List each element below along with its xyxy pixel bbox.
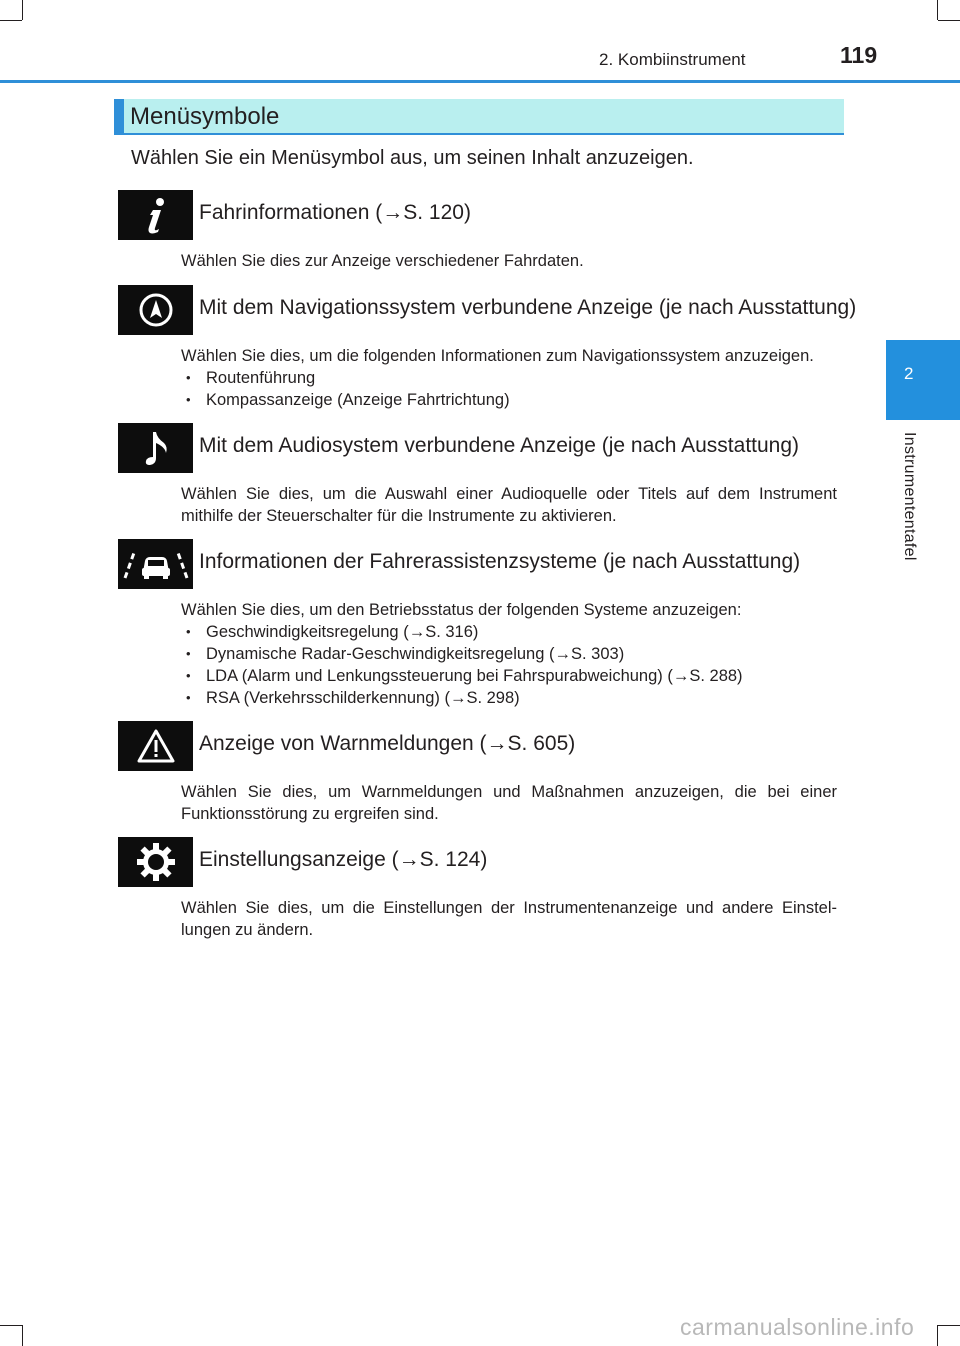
crop-mark — [937, 0, 938, 20]
bullet-item: • Dynamische Radar-Geschwindigkeitsregelung (→S. 303) — [181, 643, 837, 665]
warning-triangle-icon — [118, 721, 193, 771]
chapter-tab-label: Instrumententafel — [901, 432, 918, 561]
crop-mark — [938, 1325, 960, 1326]
item-description-text: Wählen Sie dies, um den Betriebsstatus der folgenden Systeme anzuzeigen: — [181, 601, 742, 619]
section-title-bar — [114, 99, 844, 135]
item-description — [181, 599, 837, 709]
info-icon — [118, 190, 193, 240]
header-rule — [0, 80, 960, 83]
bullet-item: • LDA (Alarm und Lenkungssteuerung bei Fahrspurabweichung) (→S. 288) — [181, 665, 837, 687]
item-description — [181, 250, 837, 272]
item-title: Mit dem Audiosystem verbundene Anzeige (je nach Ausstattung) — [199, 434, 800, 457]
bullet-item: • Geschwindigkeitsregelung (→S. 316) — [181, 621, 837, 643]
bullet-item: • RSA (Verkehrsschilderkennung) (→S. 298) — [181, 687, 837, 709]
item-description — [181, 345, 837, 411]
gear-icon — [118, 837, 193, 887]
navigation-icon — [118, 285, 193, 335]
crop-mark — [0, 20, 22, 21]
bullet-list — [181, 621, 837, 709]
crop-mark — [937, 1325, 938, 1346]
item-description — [181, 897, 837, 941]
crop-mark — [0, 1325, 22, 1326]
bullet-list — [181, 367, 837, 411]
item-description-text: Wählen Sie dies, um die folgenden Informationen zum Navigationssystem anzuzeigen. — [181, 347, 814, 365]
item-description-text: Wählen Sie dies, um die Auswahl einer Audioquelle oder Titels auf dem Instrument mithilfe der Steuerschalter für die Instrumente zu aktivieren. — [181, 485, 837, 525]
item-title: Informationen der Fahrerassistenzsysteme (je nach Ausstattung) — [199, 550, 801, 573]
item-description — [181, 781, 837, 825]
item-title: Fahrinformationen (→S. 120) — [199, 201, 471, 224]
section-title: Menüsymbole — [130, 103, 280, 130]
item-title: Anzeige von Warnmeldungen (→S. 605) — [199, 732, 576, 755]
chapter-tab-number: 2 — [904, 364, 914, 383]
crop-mark — [938, 20, 960, 21]
item-title: Mit dem Navigationssystem verbundene Anzeige (je nach Ausstattung) — [199, 296, 857, 319]
crop-mark — [22, 0, 23, 20]
chapter-heading: 2. Kombiinstrument — [599, 50, 746, 69]
bullet-item: • Kompassanzeige (Anzeige Fahrtrichtung) — [181, 389, 837, 411]
chapter-tab — [886, 340, 960, 420]
page-number: 119 — [840, 42, 878, 68]
crop-mark — [22, 1325, 23, 1346]
driver-assist-car-icon — [118, 539, 193, 589]
bullet-item: • Routenführung — [181, 367, 837, 389]
music-note-icon — [118, 423, 193, 473]
section-intro: Wählen Sie ein Menüsymbol aus, um seinen Inhalt anzuzeigen. — [131, 147, 694, 169]
item-description-text: Wählen Sie dies, um die Einstellungen der Instrumentenanzeige und andere Einstel-lungen zu ändern. — [181, 899, 837, 939]
item-description — [181, 483, 837, 527]
watermark: carmanualsonline.info — [680, 1314, 915, 1340]
item-description-text: Wählen Sie dies zur Anzeige verschiedener Fahrdaten. — [181, 252, 584, 270]
item-title: Einstellungsanzeige (→S. 124) — [199, 848, 488, 871]
item-description-text: Wählen Sie dies, um Warnmeldungen und Maßnahmen anzuzeigen, die bei einer Funktionsstörung zu ergreifen sind. — [181, 783, 837, 823]
